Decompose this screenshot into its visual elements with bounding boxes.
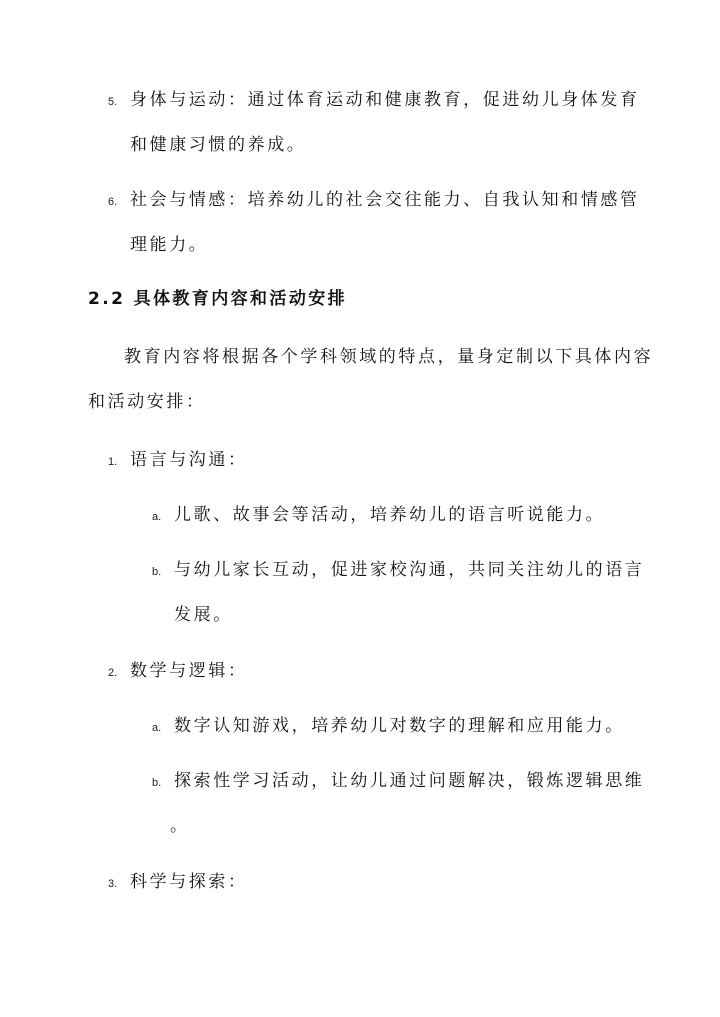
list-item-text-continued: 和健康习惯的养成。 bbox=[130, 135, 307, 155]
sub-list-item-text: 数字认知游戏，培养幼儿对数字的理解和应用能力。 bbox=[174, 716, 625, 736]
sub-list-marker: a. bbox=[152, 511, 162, 523]
list-item-title: 语言与沟通： bbox=[130, 450, 248, 470]
sub-list-item-text-continued: 发展。 bbox=[174, 605, 233, 625]
list-item-text: 身体与运动：通过体育运动和健康教育，促进幼儿身体发育 bbox=[130, 90, 640, 110]
sub-list-item-text: 与幼儿家长互动，促进家校沟通，共同关注幼儿的语言 bbox=[174, 560, 645, 580]
sub-list-marker: b. bbox=[152, 566, 162, 578]
list-marker: 5. bbox=[108, 96, 118, 108]
list-item-text: 社会与情感：培养幼儿的社会交往能力、自我认知和情感管 bbox=[130, 190, 640, 210]
list-marker: 6. bbox=[108, 196, 118, 208]
list-item-title: 数学与逻辑： bbox=[130, 661, 248, 681]
sub-list-marker: a. bbox=[152, 722, 162, 734]
list-item-title: 科学与探索： bbox=[130, 872, 248, 892]
list-marker: 2. bbox=[108, 667, 118, 679]
sub-list-item-text-continued: 。 bbox=[170, 816, 190, 836]
list-marker: 1. bbox=[108, 456, 118, 468]
sub-list-item-text: 儿歌、故事会等活动，培养幼儿的语言听说能力。 bbox=[174, 505, 606, 525]
paragraph-line: 教育内容将根据各个学科领域的特点，量身定制以下具体内容 bbox=[124, 347, 654, 367]
list-item-text-continued: 理能力。 bbox=[130, 235, 209, 255]
paragraph-line-continued: 和活动安排： bbox=[88, 392, 206, 412]
sub-list-item-text: 探索性学习活动，让幼儿通过问题解决，锻炼逻辑思维 bbox=[174, 771, 645, 791]
sub-list-marker: b. bbox=[152, 777, 162, 789]
list-marker: 3. bbox=[108, 878, 118, 890]
section-heading: 2.2 具体教育内容和活动安排 bbox=[88, 289, 348, 309]
